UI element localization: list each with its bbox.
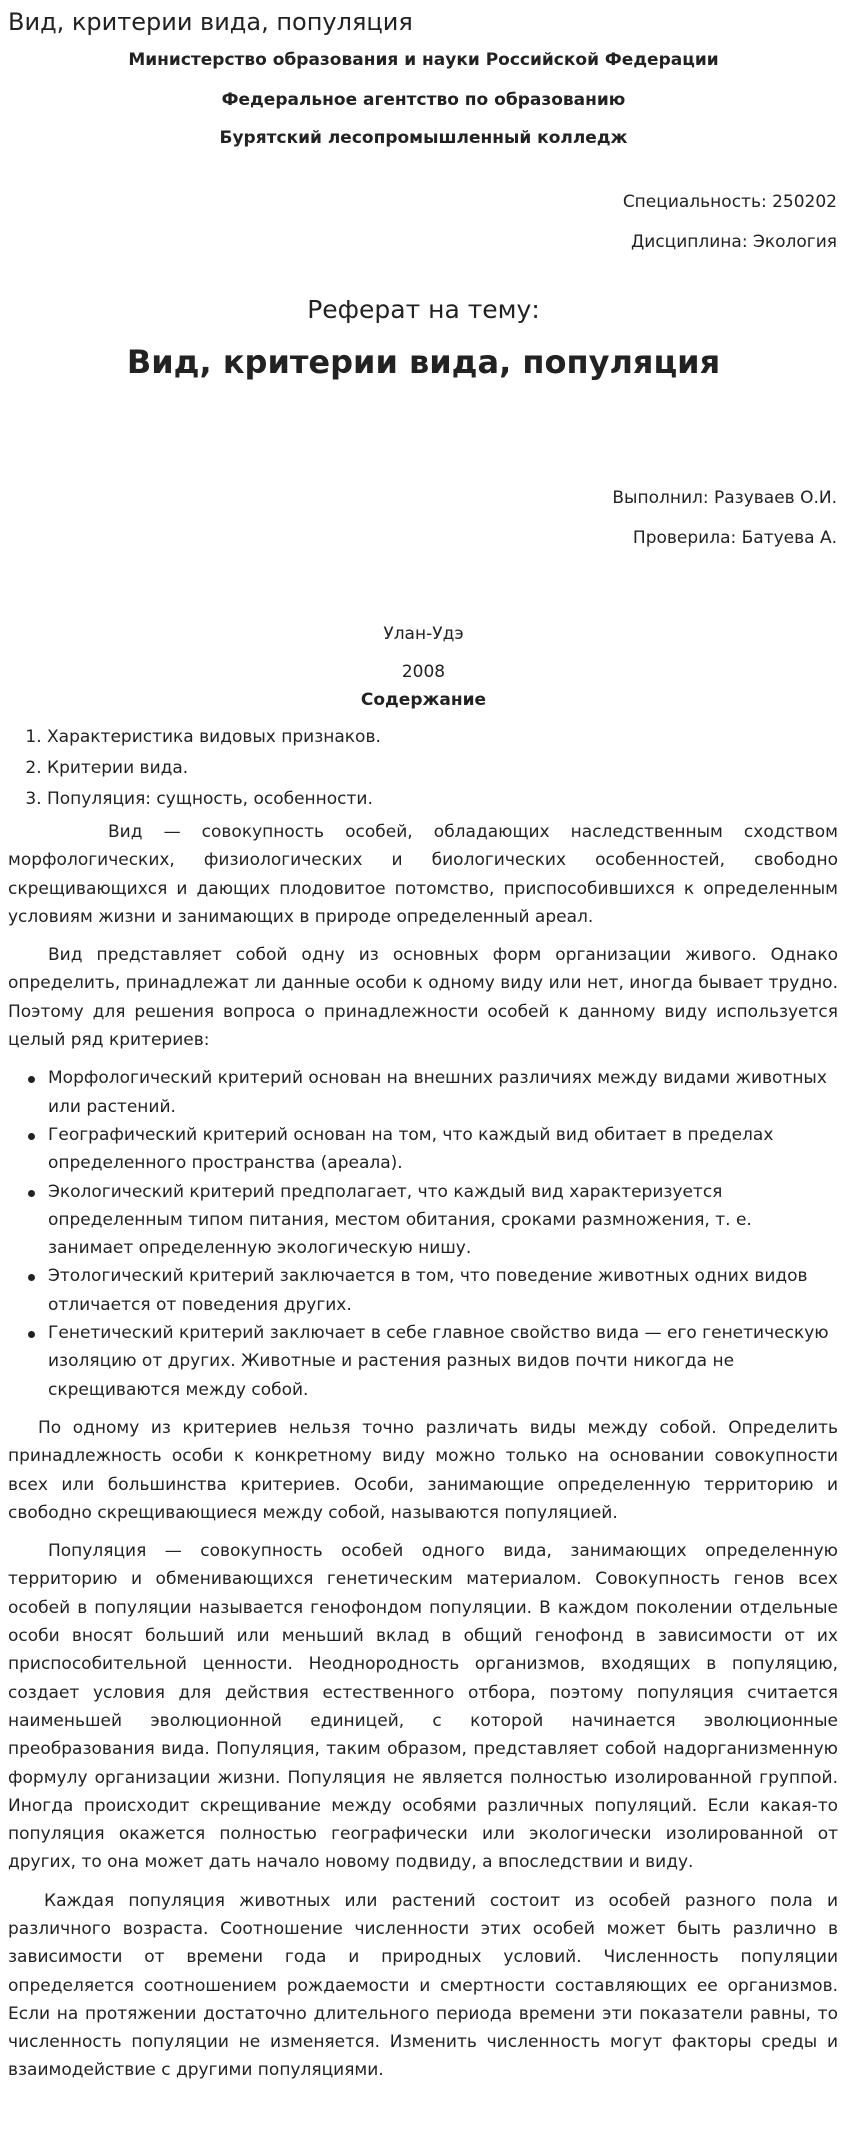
performed-by-line: Выполнил: Разуваев О.И. — [612, 488, 837, 508]
criteria-item — [48, 1064, 838, 1121]
bullet-icon — [28, 1331, 35, 1338]
ministry-line: Министерство образования и науки Российской Федерации — [128, 50, 719, 70]
paragraph-population-structure: Каждая популяция животных или растений состоит из особей разного пола и различного возраста. Соотношение численности этих особей может быть различно в зависимости от времени года и природных условий. Численность популяции определяется соотношением рождаемости и смертности составляющих ее организмов. Если на протяжении достаточно длительного периода времени эти показатели равны, то численность популяции не изменяется. Изменить численность могут факторы среды и взаимодействие с другими популяциями. — [8, 1890, 838, 2081]
criteria-text: Этологический критерий заключается в том, что поведение животных одних видов отличается от поведения других. — [48, 1266, 808, 1315]
topic-title: Вид, критерии вида, популяция — [126, 343, 721, 381]
year-line: 2008 — [401, 662, 446, 682]
agency-line: Федеральное агентство по образованию — [221, 90, 626, 110]
college-line: Бурятский лесопромышленный колледж — [219, 128, 628, 148]
criteria-text: Морфологический критерий основан на внешних различиях между видами животных или растений. — [48, 1068, 827, 1117]
city-line: Улан-Удэ — [383, 624, 464, 644]
referat-label: Реферат на тему: — [307, 295, 540, 324]
specialty-line: Специальность: 250202 — [622, 192, 837, 212]
paragraph-population-definition: Популяция — совокупность особей одного вида, занимающих определенную территорию и обменивающихся генетическим материалом. Совокупность генов всех особей в популяции называется генофондом популяции. В каждом поколении отдельные особи вносят больший или меньший вклад в общий генофонд в зависимости от их приспособительной ценности. Неоднородность организмов, входящих в популяцию, создает условия для действия естественного отбора, поэтому популяция считается наименьшей эволюционной единицей, с которой начинается эволюционные преобразования вида. Популяция, таким образом, представляет собой надорганизменную формулу организации жизни. Популяция не является полностью изолированной группой. Иногда происходит скрещивание между особями различных популяций. Если какая-то популяция окажется полностью географически или экологически изолированной от других, то она может дать начало новому подвиду, а впоследствии и виду. — [8, 1541, 838, 1873]
criteria-item — [48, 1178, 838, 1263]
body-text — [8, 818, 838, 2095]
bullet-icon — [28, 1190, 35, 1197]
document-title: Вид, критерии вида, популяция — [8, 8, 413, 36]
contents-item: 3. Популяция: сущность, особенности. — [47, 784, 381, 815]
bullet-icon — [28, 1274, 35, 1281]
contents-list — [0, 722, 381, 815]
criteria-item — [48, 1319, 838, 1404]
criteria-text: Экологический критерий предполагает, что каждый вид характеризуется определенным типом питания, местом обитания, сроками размножения, т. е. занимает определенную экологическую нишу. — [48, 1181, 752, 1259]
paragraph-species-definition: Вид — совокупность особей, обладающих наследственным сходством морфологических, физиологических и биологических особенностей, свободно скрещивающихся и дающих плодовитое потомство, приспособившихся к определенным условиям жизни и занимающих в природе определенный ареал. — [8, 822, 838, 927]
contents-heading: Содержание — [360, 690, 487, 710]
paragraph-species-criteria-intro: Вид представляет собой одну из основных форм организации живого. Однако определить, принадлежат ли данные особи к одному виду или нет, иногда бывает трудно. Поэтому для решения вопроса о принадлежности особей к данному виду используется целый ряд критериев: — [8, 945, 838, 1051]
contents-item: 2. Критерии вида. — [47, 753, 381, 784]
criteria-text: Географический критерий основан на том, что каждый вид обитает в пределах определенного пространства (ареала). — [48, 1124, 774, 1174]
bullet-icon — [28, 1133, 35, 1140]
criteria-list — [8, 1064, 838, 1404]
criteria-item — [48, 1262, 838, 1319]
contents-item: 1. Характеристика видовых признаков. — [47, 722, 381, 753]
bullet-icon — [28, 1076, 35, 1083]
criteria-text: Генетический критерий заключает в себе главное свойство вида — его генетическую изоляцию от других. Животные и растения разных видов почти никогда не скрещиваются между собой. — [48, 1323, 829, 1400]
criteria-item — [48, 1121, 838, 1178]
discipline-line: Дисциплина: Экология — [630, 232, 837, 252]
checked-by-line: Проверила: Батуева А. — [632, 528, 837, 548]
paragraph-criteria-conclusion: По одному из критериев нельзя точно различать виды между собой. Определить принадлежность особи к конкретному виду можно только на основании совокупности всех или большинства критериев. Особи, занимающие определенную территорию и свободно скрещивающиеся между собой, называются популяцией. — [8, 1417, 838, 1523]
